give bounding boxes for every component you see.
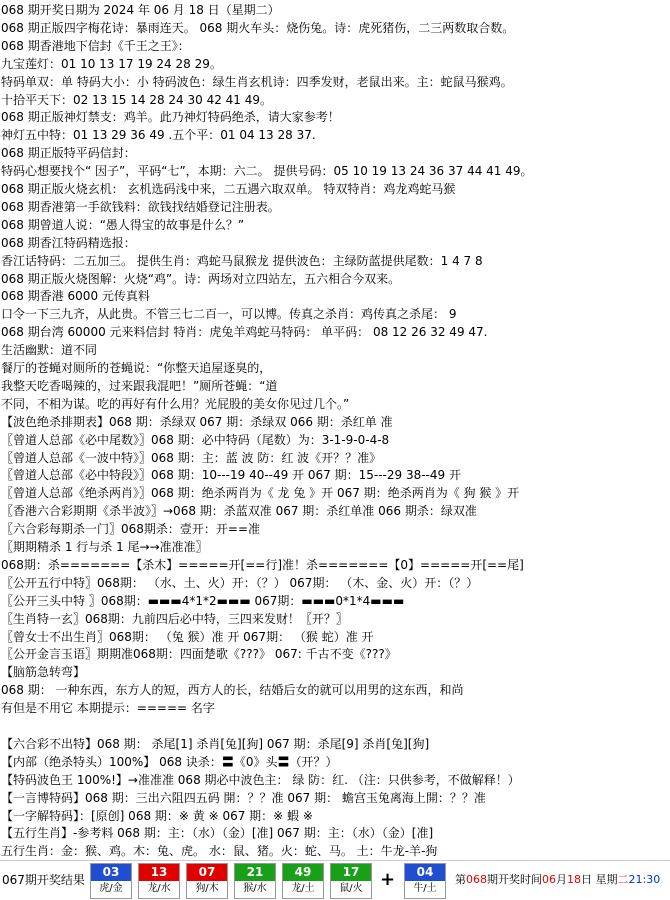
document-line: 〖曾道人总部《绝杀两肖》〗068 期：绝杀两肖为《 龙 兔 》开 067 期：绝杀两肖为《 狗 猴 》开 bbox=[1, 486, 520, 501]
document-line: 【六合彩不出特】068 期： 杀尾[1] 杀肖[兔][狗] 067 期：杀尾[9] 杀肖[兔][狗] bbox=[1, 736, 430, 751]
document-line: 068 期正版神灯禁支：鸡羊。此乃神灯特码绝杀，请大家参考！ bbox=[1, 110, 340, 125]
ball-number: 13 bbox=[139, 864, 179, 881]
document-line: 068 期香港 6000 元传真料 bbox=[1, 289, 150, 304]
ball-number: 04 bbox=[405, 864, 445, 881]
document-line: 〖香港六合彩期期《杀半波》〗→068 期：杀蓝双准 067 期：杀红单准 066 期杀：绿双准 bbox=[1, 504, 477, 519]
ball-number: 17 bbox=[331, 864, 371, 881]
ball-zodiac: 猴/水 bbox=[243, 883, 267, 894]
next-day-unit: 日 bbox=[581, 873, 592, 886]
ball-number: 21 bbox=[235, 864, 275, 881]
ball-zodiac: 牛/土 bbox=[413, 883, 437, 894]
ball-number: 07 bbox=[187, 864, 227, 881]
document-line: 068 期香港第一手欲钱料：欲钱找结婚登记注册表。 bbox=[1, 199, 280, 214]
document-line: 〖期期精杀 1 行与杀 1 尾→→准准准〗 bbox=[1, 540, 208, 554]
document-line: 【波色绝杀排期表】068 期：杀绿双 067 期：杀绿双 066 期：杀红单 准 bbox=[1, 414, 393, 429]
document-line: 不同，不相为谋。吃的再好有什么用？光屁股的美女你见过几个。” bbox=[1, 396, 350, 411]
document-line: 九宝莲灯：01 10 13 17 19 24 28 29。 bbox=[1, 56, 222, 71]
document-line: 【内部（绝杀特头）100%】 068 诀杀：〓《0》头〓（开？） bbox=[1, 754, 338, 769]
document-line: 我整天吃香喝辣的，过来跟我混吧！”厕所苍蝇：“道 bbox=[1, 378, 278, 393]
next-month: 06 bbox=[542, 873, 556, 886]
document-line: 〖公开金言玉语〗期期准068期：四面楚歌《???》 067: 千古不变《???》 bbox=[1, 647, 397, 662]
document-line: 特码单双：单 特码大小：小 特码波色：绿生肖玄机诗：四季发财，老鼠出来。主：蛇鼠马猴鸡。 bbox=[1, 74, 513, 89]
result-ball-3 bbox=[186, 863, 228, 899]
document-line: 068 期正版四字梅花诗：暴雨连天。 068 期火车头：烧伤兔。诗：虎死猪伤，二三两数取合数。 bbox=[1, 20, 515, 35]
document-line: 068 期正版火烧图解：火烧“鸡”。诗：两场对立四站左，五六相合今双来。 bbox=[1, 271, 401, 286]
next-time: 21:30 bbox=[628, 873, 661, 886]
result-ball-5 bbox=[282, 863, 324, 899]
ball-number: 03 bbox=[91, 864, 131, 881]
document-line: 神灯五中特：01 13 29 36 49 .五个平：01 04 13 28 37. bbox=[1, 128, 316, 143]
document-line: 特码心想要找个“ 因子”，平码“七”，本期：六二。 提供号码：05 10 19 13 24 36 37 44 41 49。 bbox=[1, 164, 533, 179]
ball-zodiac: 龙/土 bbox=[291, 883, 315, 894]
plus-sign: + bbox=[380, 869, 396, 890]
document-line: 068 期： 一种东西，东方人的短，西方人的长，结婚后女的就可以用男的这东西，和尚 bbox=[1, 683, 464, 698]
result-ball-6 bbox=[330, 863, 372, 899]
draw-result-bar bbox=[0, 860, 670, 900]
document-line: 生活幽默：道不同 bbox=[1, 343, 98, 358]
ball-zodiac: 虎/金 bbox=[99, 883, 123, 894]
next-weekday-prefix: 星期 bbox=[595, 873, 618, 886]
document-line: 十拾平天下：02 13 15 14 28 24 30 42 41 49。 bbox=[1, 92, 273, 107]
next-month-unit: 月 bbox=[556, 873, 567, 886]
document-line: 068 期香江特码精选报： bbox=[1, 235, 136, 250]
document-line: 〖曾女士不出生肖〗068期： （兔 猴）准 开 067期： （猴 蛇）准 开 bbox=[1, 629, 374, 644]
next-issue: 068 bbox=[466, 873, 487, 886]
special-ball bbox=[404, 863, 446, 899]
ball-zodiac: 龙/水 bbox=[147, 883, 171, 894]
document-line: 餐厅的苍蝇对厕所的苍蝇说：“你整天追屋逐臭的， bbox=[1, 361, 272, 375]
result-ball-4 bbox=[234, 863, 276, 899]
document-line: 〖六合彩每期杀一门〗068期杀：壹开：开==准 bbox=[1, 522, 261, 537]
result-label: 067期开奖结果 bbox=[2, 873, 85, 887]
document-line: 〖曾道人总部《必中特段》〗068 期：10---19 40--49 开 067 期：15---29 38--49 开 bbox=[1, 468, 461, 483]
next-weekday: 二 bbox=[617, 873, 629, 886]
document-line: 068 期开奖日期为 2024 年 06 月 18 日（星期二） bbox=[1, 3, 280, 17]
document-line: 【一字解特码】：[原创] 068 期：※ 黄 ※ 067 期：※ 蝦 ※ bbox=[1, 808, 313, 823]
document-line: 〖曾道人总部《必中尾数》〗068 期：必中特码（尾数）为：3-1-9-0-4-8 bbox=[1, 432, 390, 447]
document-line: 068 期台湾 60000 元来料信封 特肖：虎兔羊鸡蛇马特码： 单平码： 08 12 26 32 49 47. bbox=[1, 325, 488, 340]
ball-zodiac: 狗/木 bbox=[195, 883, 219, 894]
document-line: 068 期正版特平码信封： bbox=[1, 146, 136, 161]
document-line: 〖公开三头中特 〗068期：▬▬▬4*1*2▬▬▬ 067期：▬▬▬0*1*4▬▬▬ bbox=[1, 593, 405, 608]
document-line: 068期：杀=======【杀木】=====开[==行]准！杀=======【0】=====开[==尾] bbox=[1, 557, 524, 572]
result-ball-1 bbox=[90, 863, 132, 899]
document-line: 068 期正版火烧玄机： 玄机选码浅中来，二五遇六取双单。 特双特肖：鸡龙鸡蛇马猴 bbox=[1, 182, 456, 196]
document-line: 有但是不用它 本期提示：===== 名字 bbox=[1, 701, 215, 716]
ball-zodiac: 鼠/火 bbox=[339, 883, 363, 894]
next-mid: 期开奖时间 bbox=[487, 873, 542, 886]
next-draw-time bbox=[455, 871, 660, 887]
document-line: 【一言博特码】068 期：三出六阻四五码 開：？？准 067 期： 蟾宫玉兔离海上開：？？准 bbox=[1, 790, 486, 805]
document-line: 口令一下三九齐，从此贵。不管三七二百一，可以博。传真之杀肖：鸡传真之杀尾： 9 bbox=[1, 307, 457, 322]
document-line: 068 期曾道人说：“愚人得宝的故事是什么？” bbox=[1, 217, 245, 232]
document-line: 068 期香港地下信封《千王之王》： bbox=[1, 38, 190, 53]
document-line: 〖公开五行中特〗068期： （水、土、火）开：（？） 067期： （木、金、火）开：（？） bbox=[1, 575, 479, 590]
document-line: 〖生肖特一玄〗068期：九前四后必中特，三四来发财！〖开？〗 bbox=[1, 611, 348, 626]
ball-number: 49 bbox=[283, 864, 323, 881]
next-day: 18 bbox=[567, 873, 581, 886]
document-line: 【五行生肖】-参考料 068 期：主：（水）（金）[准] 067 期：主：（水）（金）[准] bbox=[1, 826, 434, 841]
next-prefix: 第 bbox=[455, 873, 466, 886]
document-line: 五行生肖：金：猴、鸡。木：兔、虎。 水：鼠、猪。火：蛇、马。 土：牛龙-羊-狗 bbox=[1, 844, 438, 859]
document-line: 〖曾道人总部《一波中特》〗068 期：主：蓝 波 防：红 波《开？？准》 bbox=[1, 450, 382, 465]
document-line: 【特码波色王 100%!】→准准准 068 期必中波色主： 绿 防：红. （注：只供参考，不做解释！） bbox=[1, 772, 520, 787]
document-line: 香江话特码：二五加三。 提供生肖：鸡蛇马鼠猴龙 提供波色：主绿防蓝提供尾数：1 4 7 8 bbox=[1, 253, 483, 268]
result-ball-2 bbox=[138, 863, 180, 899]
document-line: 【脑筋急转弯】 bbox=[1, 665, 86, 680]
